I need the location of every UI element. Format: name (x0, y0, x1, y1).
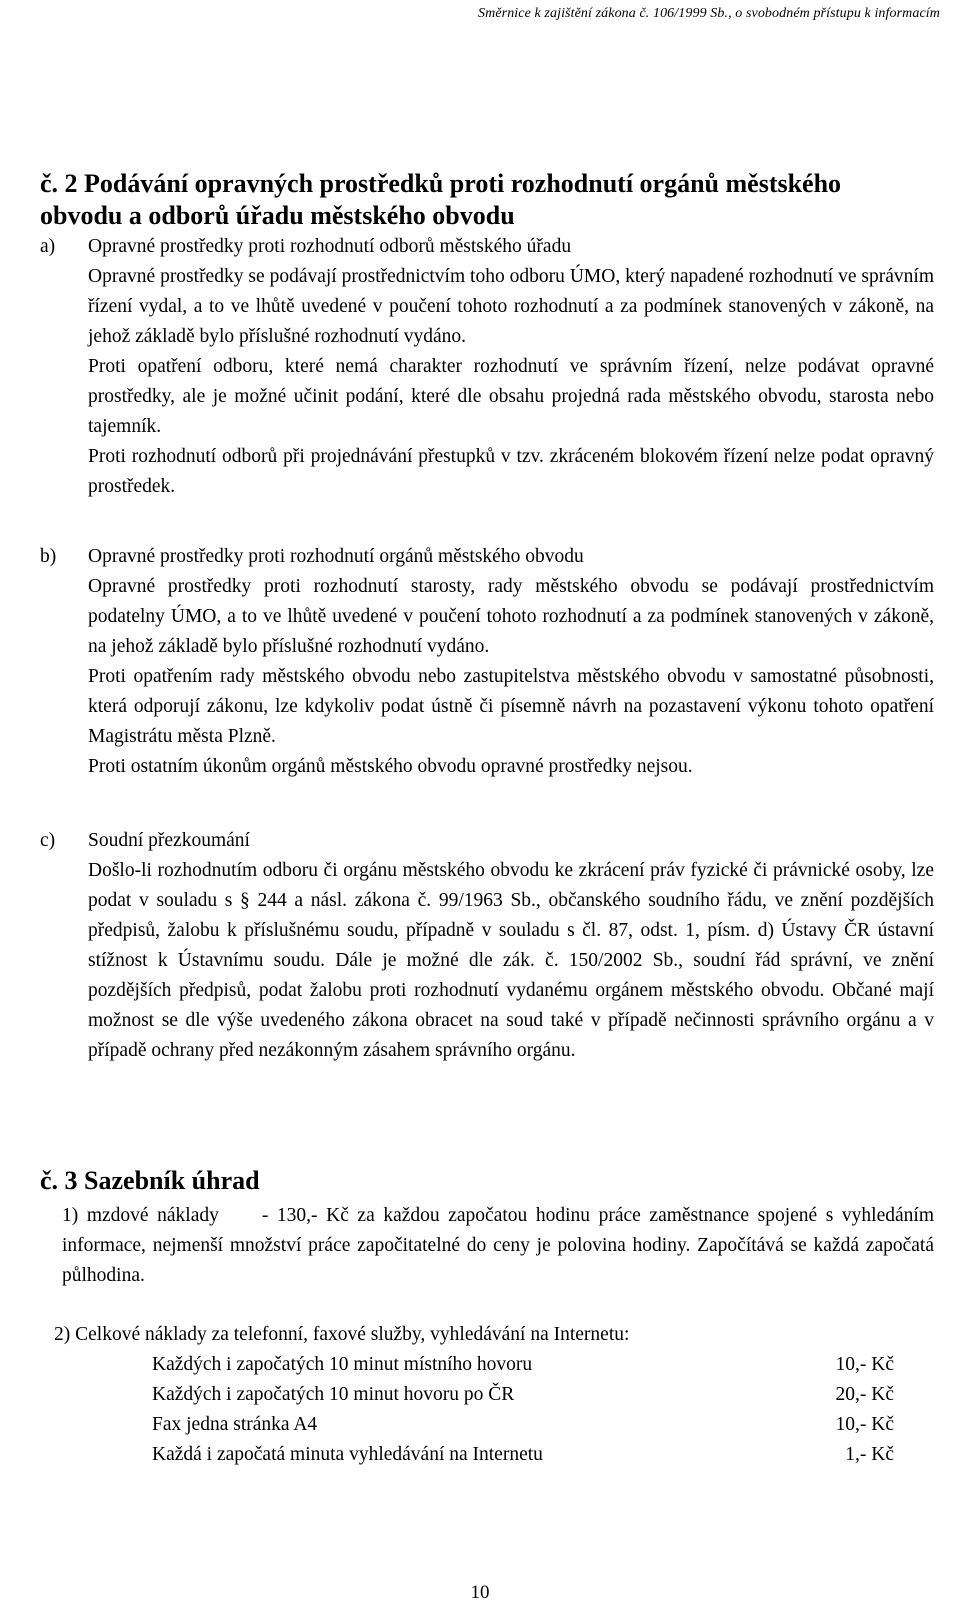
fee-item-1: 1) mzdové náklady - 130,- Kč za každou započatou hodinu práce zaměstnance spojené s vyhledáním informace, nejmenší množství práce započitatelné do ceny je polovina hodiny. Započítává se každá započatá půlhodina. (62, 1205, 939, 1286)
section-2-title-line2: obvodu a odborů úřadu městského obvodu (40, 201, 515, 230)
fee-row (40, 1440, 934, 1470)
fee-list (40, 1320, 934, 1470)
fee-price: 1,- Kč (845, 1444, 894, 1465)
section-2-title-line1: č. 2 Podávání opravných prostředků proti rozhodnutí orgánů městského (40, 169, 842, 198)
fee-item-2-title: 2) Celkové náklady za telefonní, faxové služby, vyhledávání na Internetu: (54, 1324, 630, 1345)
subsection-c-title: Soudní přezkoumání (88, 830, 250, 851)
fee-description: Každých i započatých 10 minut místního hovoru (152, 1354, 533, 1375)
page-number: 10 (470, 1582, 490, 1603)
subsection-a-label: a) (40, 236, 56, 257)
fee-price: 20,- Kč (835, 1384, 894, 1405)
fee-row (40, 1410, 934, 1440)
fee-row (40, 1350, 934, 1380)
fee-price: 10,- Kč (835, 1354, 894, 1375)
subsection-a-paragraph-2: Proti opatření odboru, které nemá charakter rozhodnutí ve správním řízení, nelze podávat opravné prostředky, ale je možné učinit podání, které dle obsahu projedná rada městského obvodu, starosta nebo tajemník. (88, 356, 934, 437)
subsection-c-paragraph-1: Došlo-li rozhodnutím odboru či orgánu městského obvodu ke zkrácení práv fyzické či právnické osoby, lze podat v souladu s § 244 a násl. zákona č. 99/1963 Sb., občanského soudního řádu, ve znění pozdějších předpisů, žalobu k příslušnému soudu, případně v souladu s čl. 87, odst. 1, písm. d) Ústavy ČR ústavní stížnost k Ústavnímu soudu. Dále je možné dle zák. č. 150/2002 Sb., soudní řád správní, ve znění pozdějších předpisů, podat žalobu proti rozhodnutí vydanému orgánem městského obvodu. Občané mají možnost se dle výše uvedeného zákona obracet na soud také v případě nečinnosti správního orgánu a v případě ochrany před nezákonným zásahem správního orgánu. (88, 860, 934, 1061)
running-header: Směrnice k zajištění zákona č. 106/1999 Sb., o svobodném přístupu k informacím (478, 6, 940, 21)
fee-description: Každá i započatá minuta vyhledávání na Internetu (152, 1444, 543, 1465)
subsection-b-label: b) (40, 546, 57, 567)
subsection-c-label: c) (40, 830, 56, 851)
subsection-a-heading (40, 232, 934, 262)
subsection-b-heading (40, 542, 934, 572)
subsection-a-paragraph-1: Opravné prostředky se podávají prostřednictvím toho odboru ÚMO, který napadené rozhodnutí ve správním řízení vydal, a to ve lhůtě uvedené v poučení tohoto rozhodnutí a za podmínek stanovených v zákoně, na jehož základě bylo příslušné rozhodnutí vydáno. (88, 266, 934, 347)
subsection-c (40, 826, 934, 1066)
subsection-b-title: Opravné prostředky proti rozhodnutí orgánů městského obvodu (88, 546, 584, 567)
fee-row (40, 1380, 934, 1410)
subsection-b-paragraph-3: Proti ostatním úkonům orgánů městského obvodu opravné prostředky nejsou. (88, 756, 693, 777)
subsection-a-paragraph-3: Proti rozhodnutí odborů při projednávání přestupků v tzv. zkráceném blokovém řízení nelze podat opravný prostředek. (88, 446, 934, 497)
subsection-a-title: Opravné prostředky proti rozhodnutí odborů městského úřadu (88, 236, 572, 257)
section-2 (40, 168, 934, 502)
subsection-c-heading (40, 826, 934, 856)
fee-table (40, 1350, 934, 1470)
fee-description: Každých i započatých 10 minut hovoru po ČR (152, 1384, 515, 1405)
subsection-b (40, 542, 934, 782)
fee-price: 10,- Kč (835, 1414, 894, 1435)
fee-description: Fax jedna stránka A4 (152, 1414, 318, 1435)
subsection-b-paragraph-1: Opravné prostředky proti rozhodnutí starosty, rady městského obvodu se podávají prostřednictvím podatelny ÚMO, a to ve lhůtě uvedené v poučení tohoto rozhodnutí a za podmínek stanovených v zákoně, na jehož základě bylo příslušné rozhodnutí vydáno. (88, 576, 934, 657)
subsection-b-paragraph-2: Proti opatřením rady městského obvodu nebo zastupitelstva městského obvodu v samostatné působnosti, která odporují zákonu, lze kdykoliv podat ústně či písemně návrh na pozastavení výkonu tohoto opatření Magistrátu města Plzně. (88, 666, 934, 747)
section-3-title: č. 3 Sazebník úhrad (40, 1166, 260, 1195)
section-3 (40, 1165, 939, 1291)
